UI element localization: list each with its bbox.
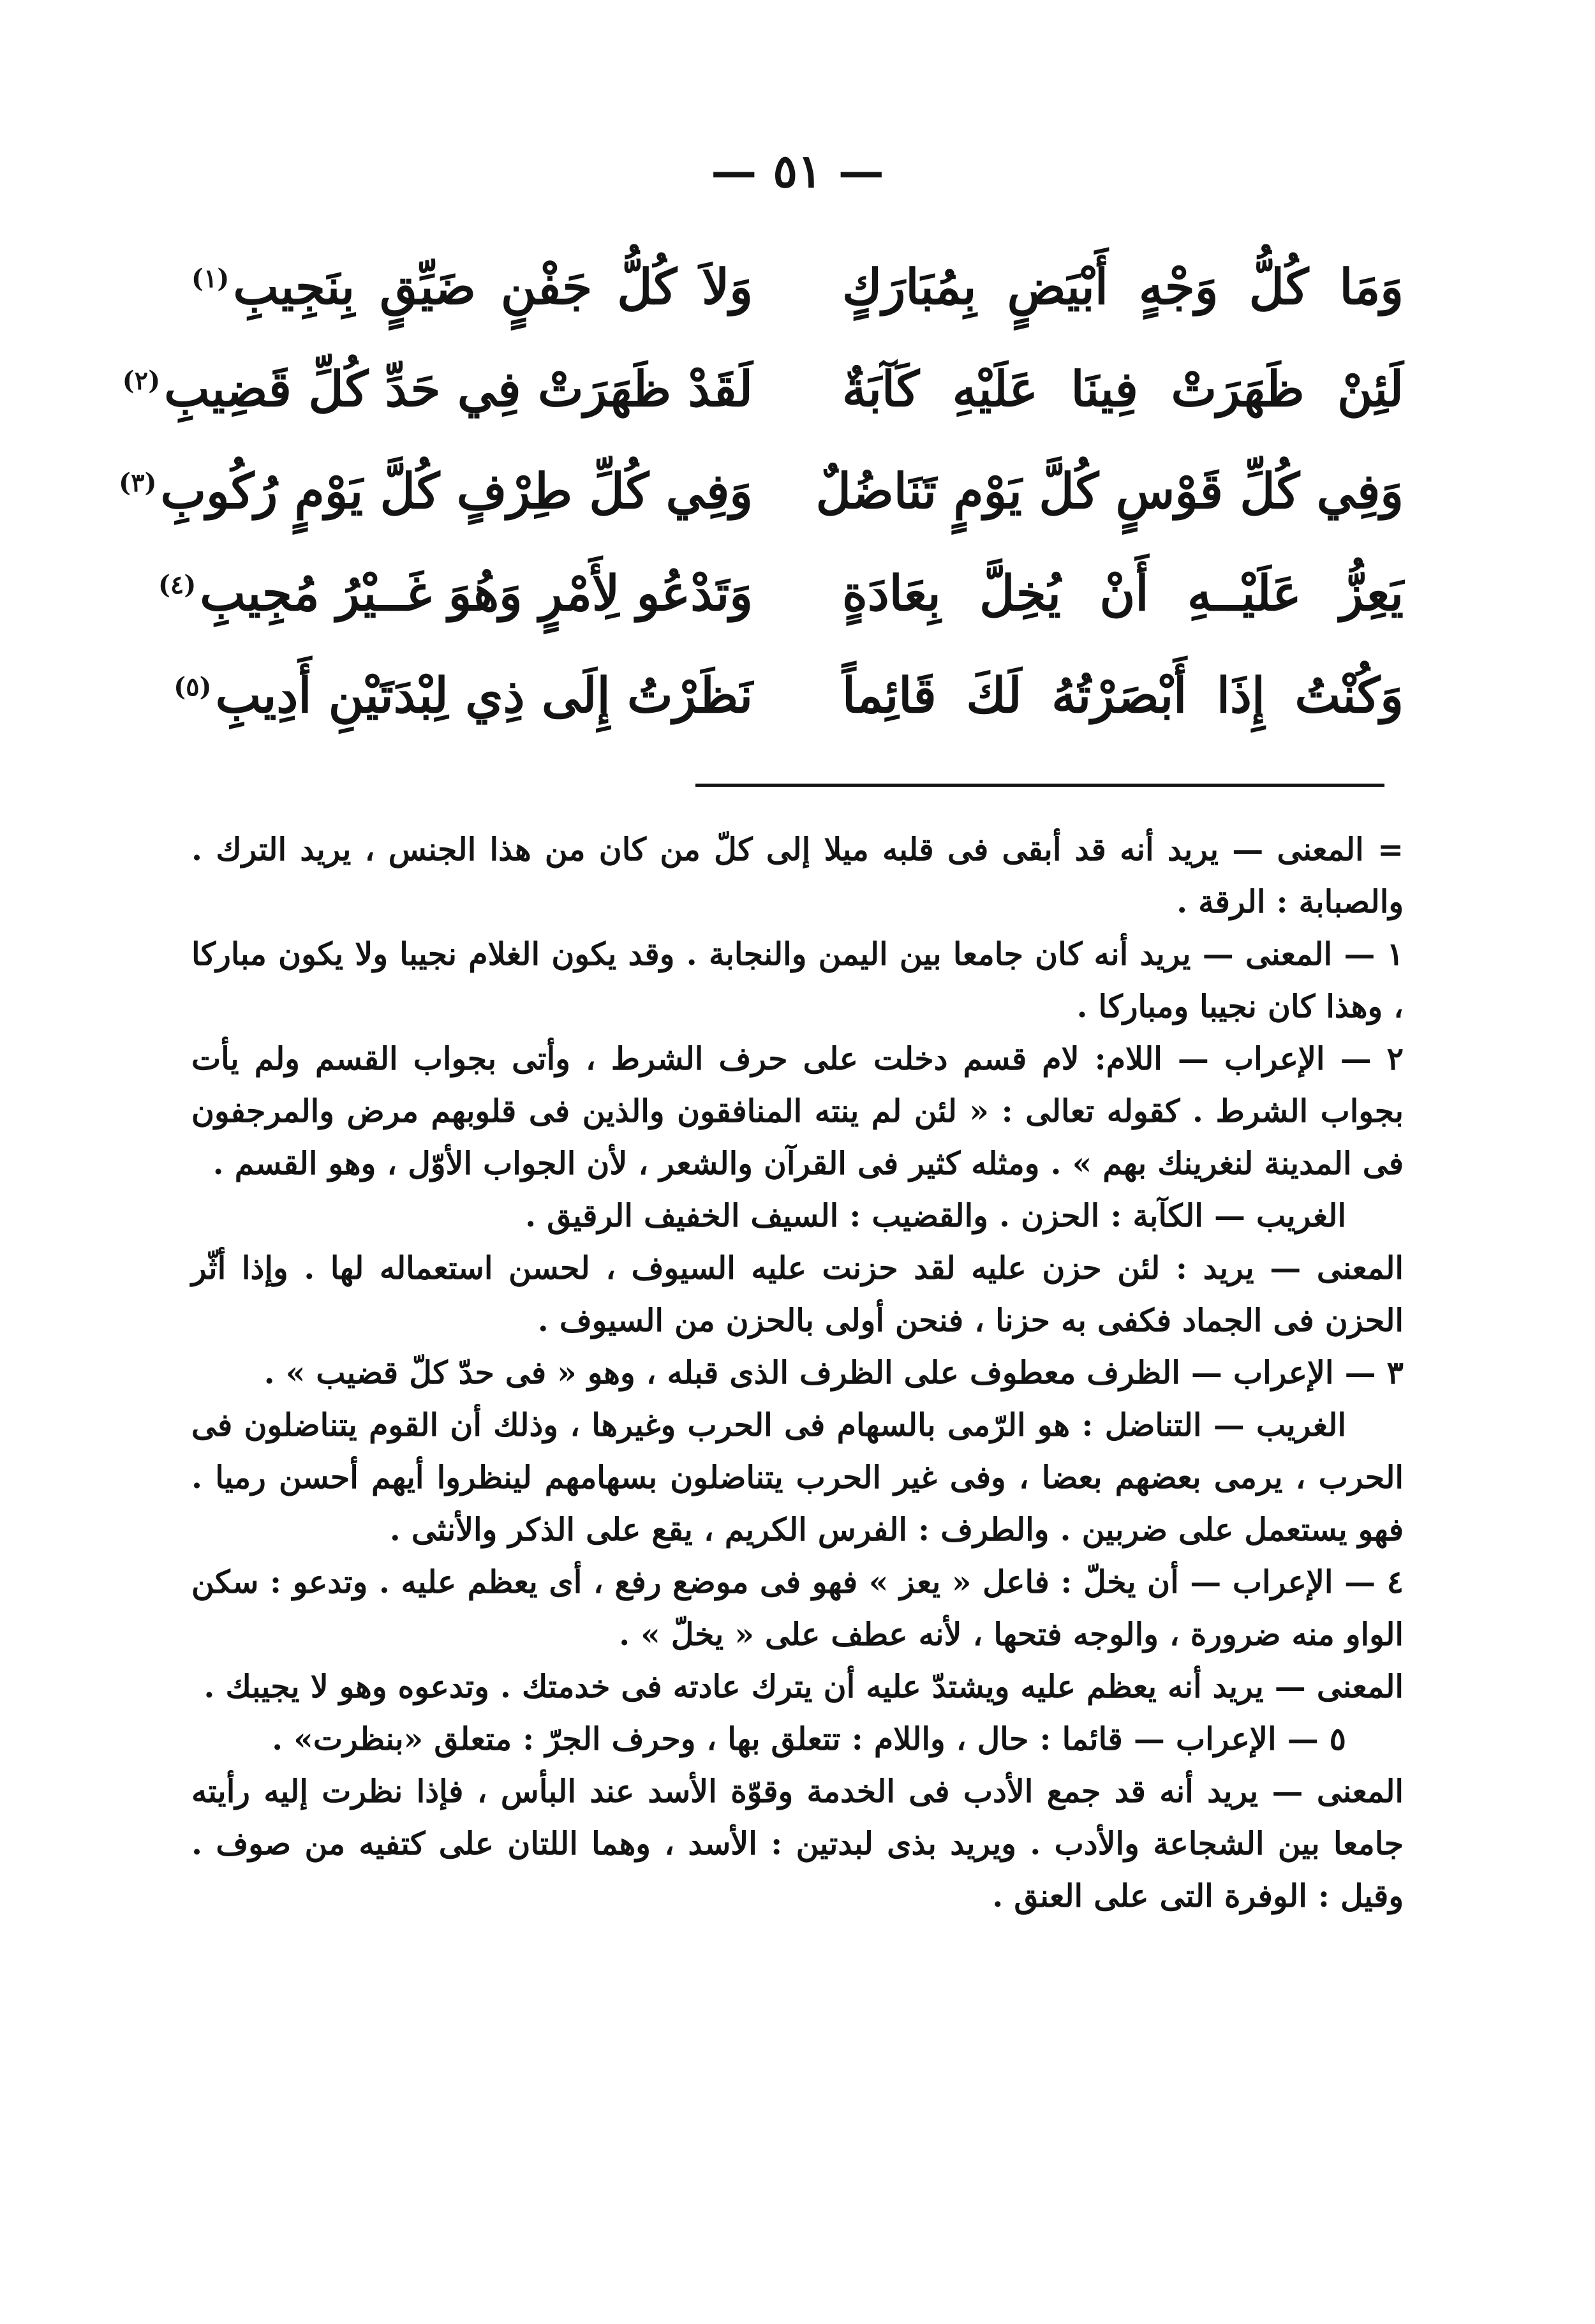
- verse-2-second-hemistich: لَقَدْ ظَهَرَتْ فِي حَدِّ كُلِّ قَضِيبِ(٢): [122, 361, 753, 417]
- note-paragraph: المعنى — يريد أنه قد جمع الأدب فى الخدمة وقوّة الأسد عند البأس ، فإذا نظرت إليه رأيته جامعا بين الشجاعة والأدب . ويريد بذى لبدتين : الأسد ، وهما اللتان على كتفيه من صوف . وقيل : الوفرة التى على العنق .: [191, 1773, 1404, 1914]
- note-paragraph: المعنى — يريد أنه يعظم عليه ويشتدّ عليه أن يترك عادته فى خدمتك . وتدعوه وهو لا يجيبك .: [204, 1668, 1404, 1705]
- verse-5-second-text: نَظَرْتُ إِلَى ذِي لِبْدَتَيْنِ أَدِيبِ: [215, 667, 753, 724]
- verse-3-first-hemistich: وَفِي كُلِّ قَوْسٍ كُلَّ يَوْمٍ تَنَاضُلٌ: [815, 463, 1404, 519]
- verse-3-second-text: وَفِي كُلِّ طِرْفٍ كُلَّ يَوْمٍ رُكُوبِ: [160, 463, 753, 519]
- verse-3: [119, 440, 1404, 542]
- verse-1-second-text: وَلاَ كُلُّ جَفْنٍ ضَيِّقٍ بِنَجِيبِ: [233, 258, 753, 315]
- note-paragraph: الغريب — التناضل : هو الرّمى بالسهام فى الحرب وغيرها ، وذلك أن القوم يتناضلون فى الحرب ، يرمى بعضهم بعضا ، وفى غير الحرب يتناضلون بسهامهم لينظروا أيهم أحسن رميا . فهو يستعمل على ضربين . والطرف : الفرس الكريم ، يقع على الذكر والأنثى .: [191, 1406, 1404, 1548]
- verse-1-second-hemistich: وَلاَ كُلُّ جَفْنٍ ضَيِّقٍ بِنَجِيبِ(١): [191, 258, 753, 315]
- poem-verses: [119, 236, 1404, 747]
- note-paragraph: ٢ — الإعراب — اللام: لام قسم دخلت على حرف الشرط ، وأتى بجواب القسم ولم يأت بجواب الشرط . كقوله تعالى : « لئن لم ينته المنافقون والذين فى قلوبهم مرض والمرجفون فى المدينة لنغرينك بهم » . ومثله كثير فى القرآن والشعر ، لأن الجواب الأوّل ، وهو القسم .: [191, 1040, 1404, 1182]
- verse-4-second-hemistich: وَتَدْعُو لِأَمْرٍ وَهُوَ غَــيْرُ مُجِيبِ(٤): [158, 565, 753, 622]
- note-paragraph: = المعنى — يريد أنه قد أبقى فى قلبه ميلا إلى كلّ من كان من هذا الجنس ، يريد الترك . والصبابة : الرقة .: [191, 831, 1404, 920]
- verse-1-first-hemistich: وَمَا كُلُّ وَجْهٍ أَبْيَضٍ بِمُبَارَكٍ: [842, 258, 1404, 315]
- verse-4-second-text: وَتَدْعُو لِأَمْرٍ وَهُوَ غَــيْرُ مُجِيبِ: [200, 565, 753, 622]
- footnote-divider: [695, 784, 1384, 787]
- note-paragraph: ٥ — الإعراب — قائما : حال ، واللام : تتعلق بها ، وحرف الجرّ : متعلق «بنظرت» .: [272, 1720, 1346, 1757]
- verse-1: [191, 236, 1404, 338]
- verse-3-second-hemistich: وَفِي كُلِّ طِرْفٍ كُلَّ يَوْمٍ رُكُوبِ(٣): [119, 463, 753, 519]
- verse-4-first-hemistich: يَعِزُّ عَلَيْــهِ أَنْ يُخِلَّ بِعَادَةٍ: [842, 565, 1404, 622]
- page-number: — ٥١ —: [711, 144, 884, 198]
- verse-2-second-text: لَقَدْ ظَهَرَتْ فِي حَدِّ كُلِّ قَضِيبِ: [164, 361, 753, 417]
- note-paragraph: المعنى — يريد : لئن حزن عليه لقد حزنت عليه السيوف ، لحسن استعماله لها . وإذا أثّر الحزن فى الجماد فكفى به حزنا ، فنحن أولى بالحزن من السيوف .: [191, 1249, 1404, 1339]
- verse-2: [122, 338, 1404, 440]
- note-paragraph: الغريب — الكآبة : الحزن . والقضيب : السيف الخفيف الرقيق .: [525, 1197, 1346, 1234]
- commentary-notes: [191, 823, 1404, 1922]
- note-paragraph: ١ — المعنى — يريد أنه كان جامعا بين اليمن والنجابة . وقد يكون الغلام نجيبا ولا يكون مباركا ، وهذا كان نجيبا ومباركا .: [191, 935, 1404, 1025]
- note-paragraph: ٤ — الإعراب — أن يخلّ : فاعل « يعز » فهو فى موضع رفع ، أى يعظم عليه . وتدعو : سكن الواو منه ضرورة ، والوجه فتحها ، لأنه عطف على « يخلّ » .: [191, 1563, 1404, 1653]
- verse-5-first-hemistich: وَكُنْتُ إِذَا أَبْصَرْتُهُ لَكَ قَائِماً: [842, 667, 1404, 724]
- note-paragraph: ٣ — الإعراب — الظرف معطوف على الظرف الذى قبله ، وهو « فى حدّ كلّ قضيب » .: [263, 1354, 1404, 1391]
- verse-4: [158, 542, 1404, 644]
- verse-5-second-hemistich: نَظَرْتُ إِلَى ذِي لِبْدَتَيْنِ أَدِيبِ(٥): [174, 667, 753, 724]
- verse-2-first-hemistich: لَئِنْ ظَهَرَتْ فِينَا عَلَيْهِ كَآبَةٌ: [842, 361, 1404, 417]
- verse-5: [174, 644, 1404, 747]
